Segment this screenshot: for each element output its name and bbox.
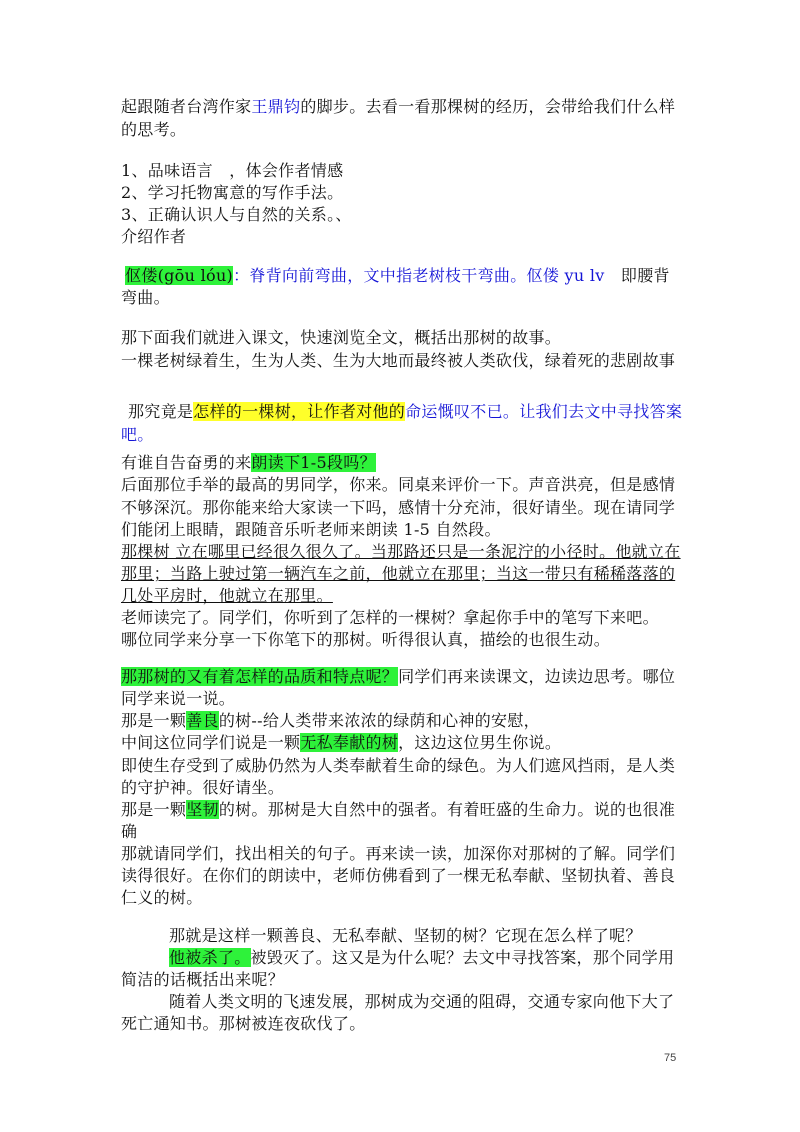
quote-line: 几处平房时，他就立在那里。 <box>121 586 333 605</box>
traits-highlight: 无私奉献的树 <box>300 733 399 752</box>
quote-line: 那里；当路上驶过第一辆汽车之前，他就立在那里；当这一带只有稀稀落落的 <box>121 564 676 583</box>
traits-line: 同学来说一说。 <box>121 689 236 708</box>
ending-line: 简洁的话概括出来呢？ <box>121 970 285 989</box>
traits-highlight: 那那树的又有着怎样的品质和特点呢？ <box>121 667 399 686</box>
ending-highlight: 他被杀了。 <box>169 948 251 967</box>
ending-line: 随着人类文明的飞速发展，那树成为交通的阻碍，交通专家向他下大了 <box>169 992 675 1011</box>
reading-line: 哪位同学来分享一下你笔下的那树。听得很认真，描绘的也很生动。 <box>121 630 611 649</box>
traits-line: 即使生存受到了威胁仍然为人类奉献着生命的绿色。为人们遮风挡雨，是人类 <box>121 756 676 775</box>
overview-line: 那下面我们就进入课文，快速浏览全文，概括出那树的故事。 <box>121 328 562 347</box>
reading-text: 有谁自告奋勇的来 <box>121 453 252 472</box>
vocab-definition: ：脊背向前弯曲，文中指老树枝干弯曲。伛偻 yu lv <box>233 266 605 285</box>
reading-line: 们能闭上眼睛，跟随音乐听老师来朗读 1-5 自然段。 <box>121 520 501 539</box>
question-text-blue: 命运慨叹不已。让我们去文中寻找答案 <box>405 402 683 421</box>
reading-line: 后面那位手举的最高的男同学，你来。同桌来评价一下。声音洪亮，但是感情 <box>121 475 676 494</box>
traits-line <box>121 666 691 688</box>
traits-line <box>121 732 691 754</box>
traits-line <box>121 799 691 821</box>
author-name: 王鼎钧 <box>251 97 301 116</box>
reading-line <box>121 452 691 474</box>
section-heading: 介绍作者 <box>121 227 187 246</box>
page-number: 75 <box>664 1052 677 1064</box>
ending-text: 被毁灭了。这又是为什么呢？去文中寻找答案，那个同学用 <box>250 948 675 967</box>
traits-text: 的树。那树是大自然中的强者。有着旺盛的生命力。说的也很准 <box>218 800 676 819</box>
traits-text: 那是一颗 <box>121 711 187 730</box>
traits-line: 仁义的树。 <box>121 888 203 907</box>
vocab-term: 伛偻(gōu lóu) <box>125 266 234 285</box>
overview-line: 一棵老树绿着生，生为人类、生为大地而最终被人类砍伐，绿着死的悲剧故事 <box>121 351 676 370</box>
intro-line-1 <box>121 96 691 118</box>
traits-text: 同学们再来读课文，边读边思考。哪位 <box>398 667 676 686</box>
traits-line: 那就请同学们，找出相关的句子。再来读一读，加深你对那树的了解。同学们 <box>121 844 676 863</box>
question-line-cont: 吧。 <box>121 425 154 444</box>
traits-line: 确 <box>121 822 138 841</box>
question-highlight: 怎样的一棵树，让作者对他的 <box>193 402 406 421</box>
intro-text: 的脚步。去看一看那棵树的经历，会带给我们什么样 <box>300 97 676 116</box>
question-text: 那究竟是 <box>128 402 194 421</box>
traits-line: 读得很好。在你们的朗读中，老师仿佛看到了一棵无私奉献、坚韧执着、善良 <box>121 866 676 885</box>
vocab-line <box>125 265 695 287</box>
goal-item: 2、学习托物寓意的写作手法。 <box>121 183 344 202</box>
traits-highlight: 坚韧 <box>186 800 219 819</box>
intro-text: 起跟随者台湾作家 <box>121 97 252 116</box>
traits-highlight: 善良 <box>186 711 219 730</box>
reading-line: 不够深沉。那你能来给大家读一下吗，感情十分充沛，很好请坐。现在请同学 <box>121 498 676 517</box>
reading-line: 老师读完了。同学们，你听到了怎样的一棵树？拿起你手中的笔写下来吧。 <box>121 608 659 627</box>
traits-text: 的树--给人类带来浓浓的绿荫和心神的安慰， <box>218 711 540 730</box>
traits-text: 中间这位同学们说是一颗 <box>121 733 301 752</box>
vocab-line-cont: 弯曲。 <box>121 288 170 307</box>
intro-line-2: 的思考。 <box>121 120 187 139</box>
traits-line <box>121 710 691 732</box>
question-line <box>128 401 698 423</box>
traits-text: ，这边这位男生你说。 <box>398 733 562 752</box>
goal-item: 1、品味语言 ，体会作者情感 <box>121 161 344 180</box>
vocab-note: 即腰背 <box>604 266 670 285</box>
traits-text: 那是一颗 <box>121 800 187 819</box>
reading-highlight: 朗读下1-5段吗？ <box>251 453 376 472</box>
ending-line: 死亡通知书。那树被连夜砍伐了。 <box>121 1014 366 1033</box>
ending-line: 那就是这样一颗善良、无私奉献、坚韧的树？它现在怎么样了呢？ <box>169 926 642 945</box>
ending-line <box>169 947 739 969</box>
quote-line: 那棵树 立在哪里已经很久很久了。当那路还只是一条泥泞的小径时。他就立在 <box>121 542 681 561</box>
traits-line: 的守护神。很好请坐。 <box>121 778 285 797</box>
goal-item: 3、正确认识人与自然的关系。、 <box>121 205 352 224</box>
